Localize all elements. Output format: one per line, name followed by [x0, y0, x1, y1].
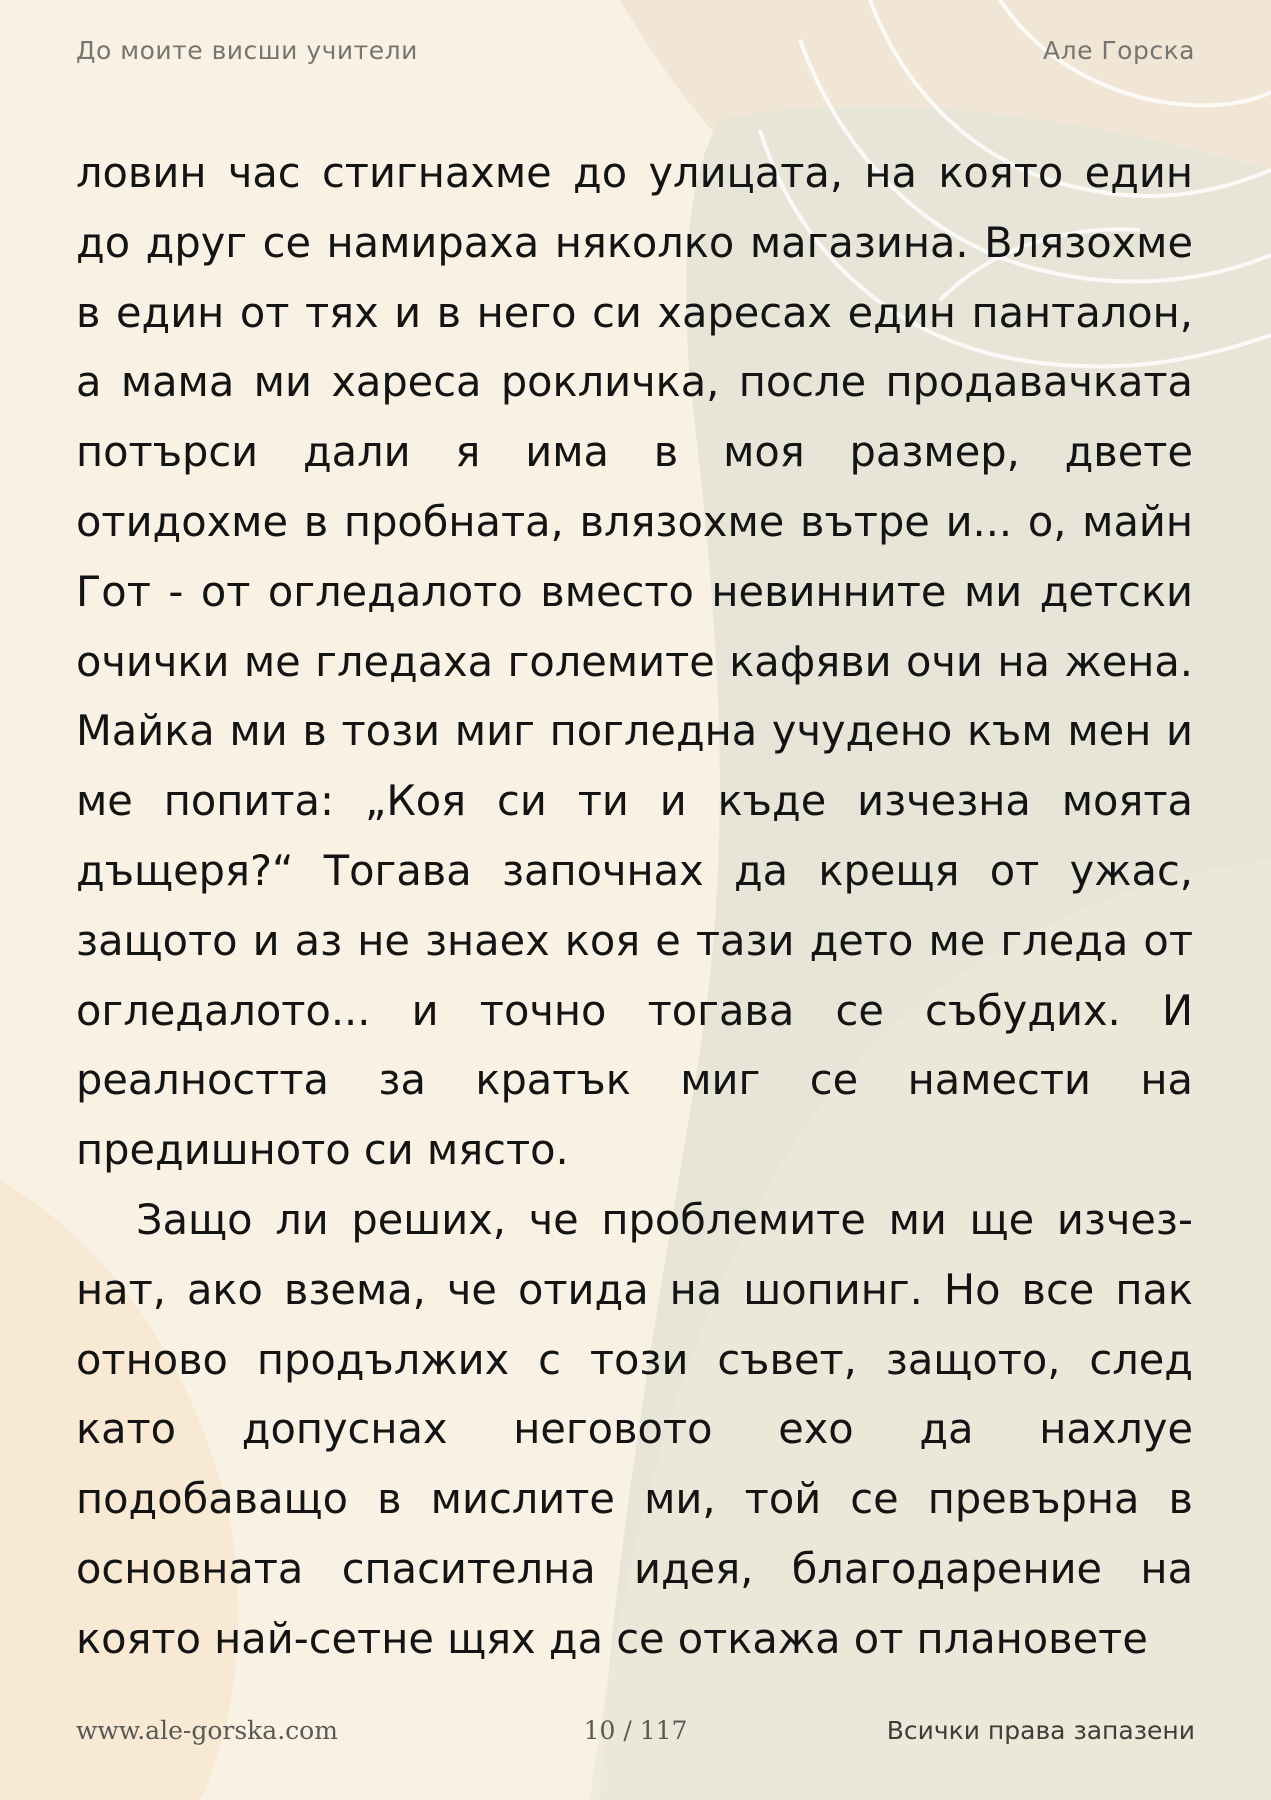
website-link[interactable]: www.ale-gorska.com [76, 1716, 338, 1745]
paragraph-2: Защо ли реших, че проблемите ми ще изчезнат, ако взема, че отида на шопинг. Но все пак отново продължих с този съвет, защото, след като допуснах неговото ехо да нахлуе подобаващо в мислите ми, той се превърна в основната спасителна идея, благодарение на която най-сетне щях да се откажа от плановете [76, 1194, 1193, 1663]
book-title: До моите висши учители [76, 36, 418, 65]
author-name: Але Горска [1043, 36, 1195, 65]
page-body [76, 138, 1193, 1674]
page-indicator: 10 / 117 [583, 1716, 688, 1745]
page-footer [76, 1716, 1195, 1750]
paragraph-1: ловин час стигнахме до улицата, на която един до друг се намираха няколко магазина. Влязохме в един от тях и в него си харесах един панталон, а мама ми хареса рокличка, после продавачката потърси дали я има в моя размер, двете отидохме в пробната, влязохме вътре и... о, майн Гот - от огледалото вместо невинните ми детски очички ме гледаха големите кафяви очи на жена. Майка ми в този миг погледна учудено към мен и ме попита: „Коя си ти и къде изчезна моята дъщеря?“ Тогава започнах да крещя от ужас, защото и аз не знаех коя е тази дето ме гледа от огледалото... и точно тогава се събудих. И реалността за кратък миг се намести на предишното си място. [76, 148, 1193, 1175]
page-header [76, 36, 1195, 66]
rights-notice: Всички права запазени [886, 1716, 1195, 1745]
